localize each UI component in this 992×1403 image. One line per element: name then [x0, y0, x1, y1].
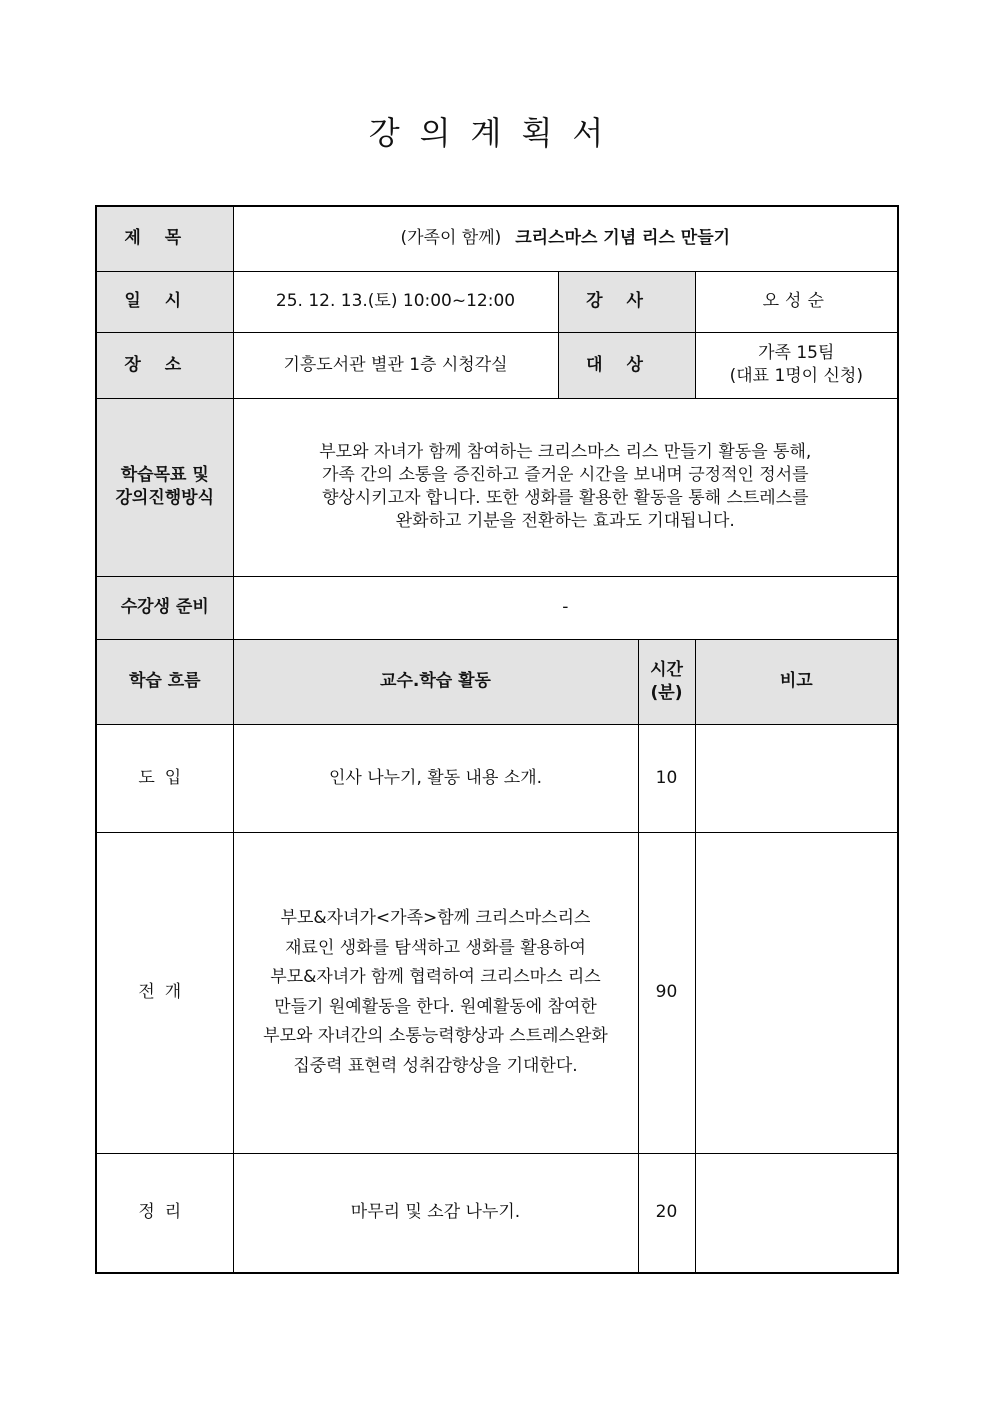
flow-stage: 정리 — [96, 1153, 233, 1273]
goals-label-line-2: 강의진행방식 — [115, 488, 215, 508]
table-row — [96, 832, 898, 1153]
table-row — [96, 1153, 898, 1273]
flow-note — [695, 832, 898, 1153]
lecture-plan-table — [95, 205, 899, 1274]
flow-activity: 인사 나누기, 활동 내용 소개. — [233, 724, 638, 832]
datetime-label: 일시 — [96, 271, 233, 332]
subject-row — [96, 206, 898, 271]
flow-activity-line: 부모&자녀가 함께 협력하여 크리스마스 리스 — [270, 967, 601, 987]
flow-header-time-line-1: 시간 — [650, 659, 683, 680]
flow-stage: 전개 — [96, 832, 233, 1153]
target-value — [695, 332, 898, 398]
prep-row — [96, 576, 898, 639]
subject-prefix: (가족이 함께) — [400, 228, 502, 249]
prep-label: 수강생 준비 — [96, 576, 233, 639]
flow-header-note: 비고 — [695, 639, 898, 724]
table-row — [96, 724, 898, 832]
target-line-1: 가족 15팀 — [758, 343, 835, 364]
subject-label: 제목 — [96, 206, 233, 271]
target-line-2: (대표 1명이 신청) — [729, 366, 863, 386]
goals-row — [96, 398, 898, 576]
flow-activity-line: 재료인 생화를 탐색하고 생화를 활용하여 — [285, 937, 586, 958]
place-row — [96, 332, 898, 398]
goals-value — [233, 398, 898, 576]
flow-note — [695, 1153, 898, 1273]
prep-value: - — [233, 576, 898, 639]
datetime-value: 25. 12. 13.(토) 10:00~12:00 — [233, 271, 558, 332]
subject-value — [233, 206, 898, 271]
goals-label-line-1: 학습목표 및 — [120, 465, 209, 486]
goals-line-4: 완화하고 기분을 전환하는 효과도 기대됩니다. — [395, 510, 735, 531]
place-label: 장소 — [96, 332, 233, 398]
target-label: 대상 — [558, 332, 695, 398]
flow-header-activity: 교수.학습 활동 — [233, 639, 638, 724]
flow-time: 90 — [638, 832, 695, 1153]
place-value: 기흥도서관 별관 1층 시청각실 — [233, 332, 558, 398]
goals-line-1: 부모와 자녀가 함께 참여하는 크리스마스 리스 만들기 활동을 통해, — [319, 442, 812, 463]
flow-activity: 마무리 및 소감 나누기. — [233, 1153, 638, 1273]
flow-stage: 도입 — [96, 724, 233, 832]
flow-activity-line: 집중력 표현력 성취감향상을 기대한다. — [293, 1055, 578, 1076]
datetime-row — [96, 271, 898, 332]
flow-time: 20 — [638, 1153, 695, 1273]
flow-activity-line: 부모&자녀가<가족>함께 크리스마스리스 — [280, 908, 591, 928]
document-title: 강의계획서 — [368, 114, 624, 152]
flow-activity-line: 부모와 자녀간의 소통능력향상과 스트레스완화 — [263, 1026, 608, 1046]
goals-label — [96, 398, 233, 576]
flow-activity — [233, 832, 638, 1153]
flow-header-time-line-2: (분) — [650, 682, 683, 703]
flow-header-stage: 학습 흐름 — [96, 639, 233, 724]
goals-line-3: 향상시키고자 합니다. 또한 생화를 활용한 활동을 통해 스트레스를 — [321, 488, 809, 508]
instructor-value: 오성순 — [695, 271, 898, 332]
subject-main: 크리스마스 기념 리스 만들기 — [515, 228, 731, 249]
flow-header-row — [96, 639, 898, 724]
instructor-label: 강사 — [558, 271, 695, 332]
goals-line-2: 가족 간의 소통을 증진하고 즐거운 시간을 보내며 긍정적인 정서를 — [321, 465, 809, 486]
flow-time: 10 — [638, 724, 695, 832]
flow-header-time — [638, 639, 695, 724]
flow-note — [695, 724, 898, 832]
flow-activity-line: 만들기 원예활동을 한다. 원예활동에 참여한 — [274, 996, 597, 1017]
